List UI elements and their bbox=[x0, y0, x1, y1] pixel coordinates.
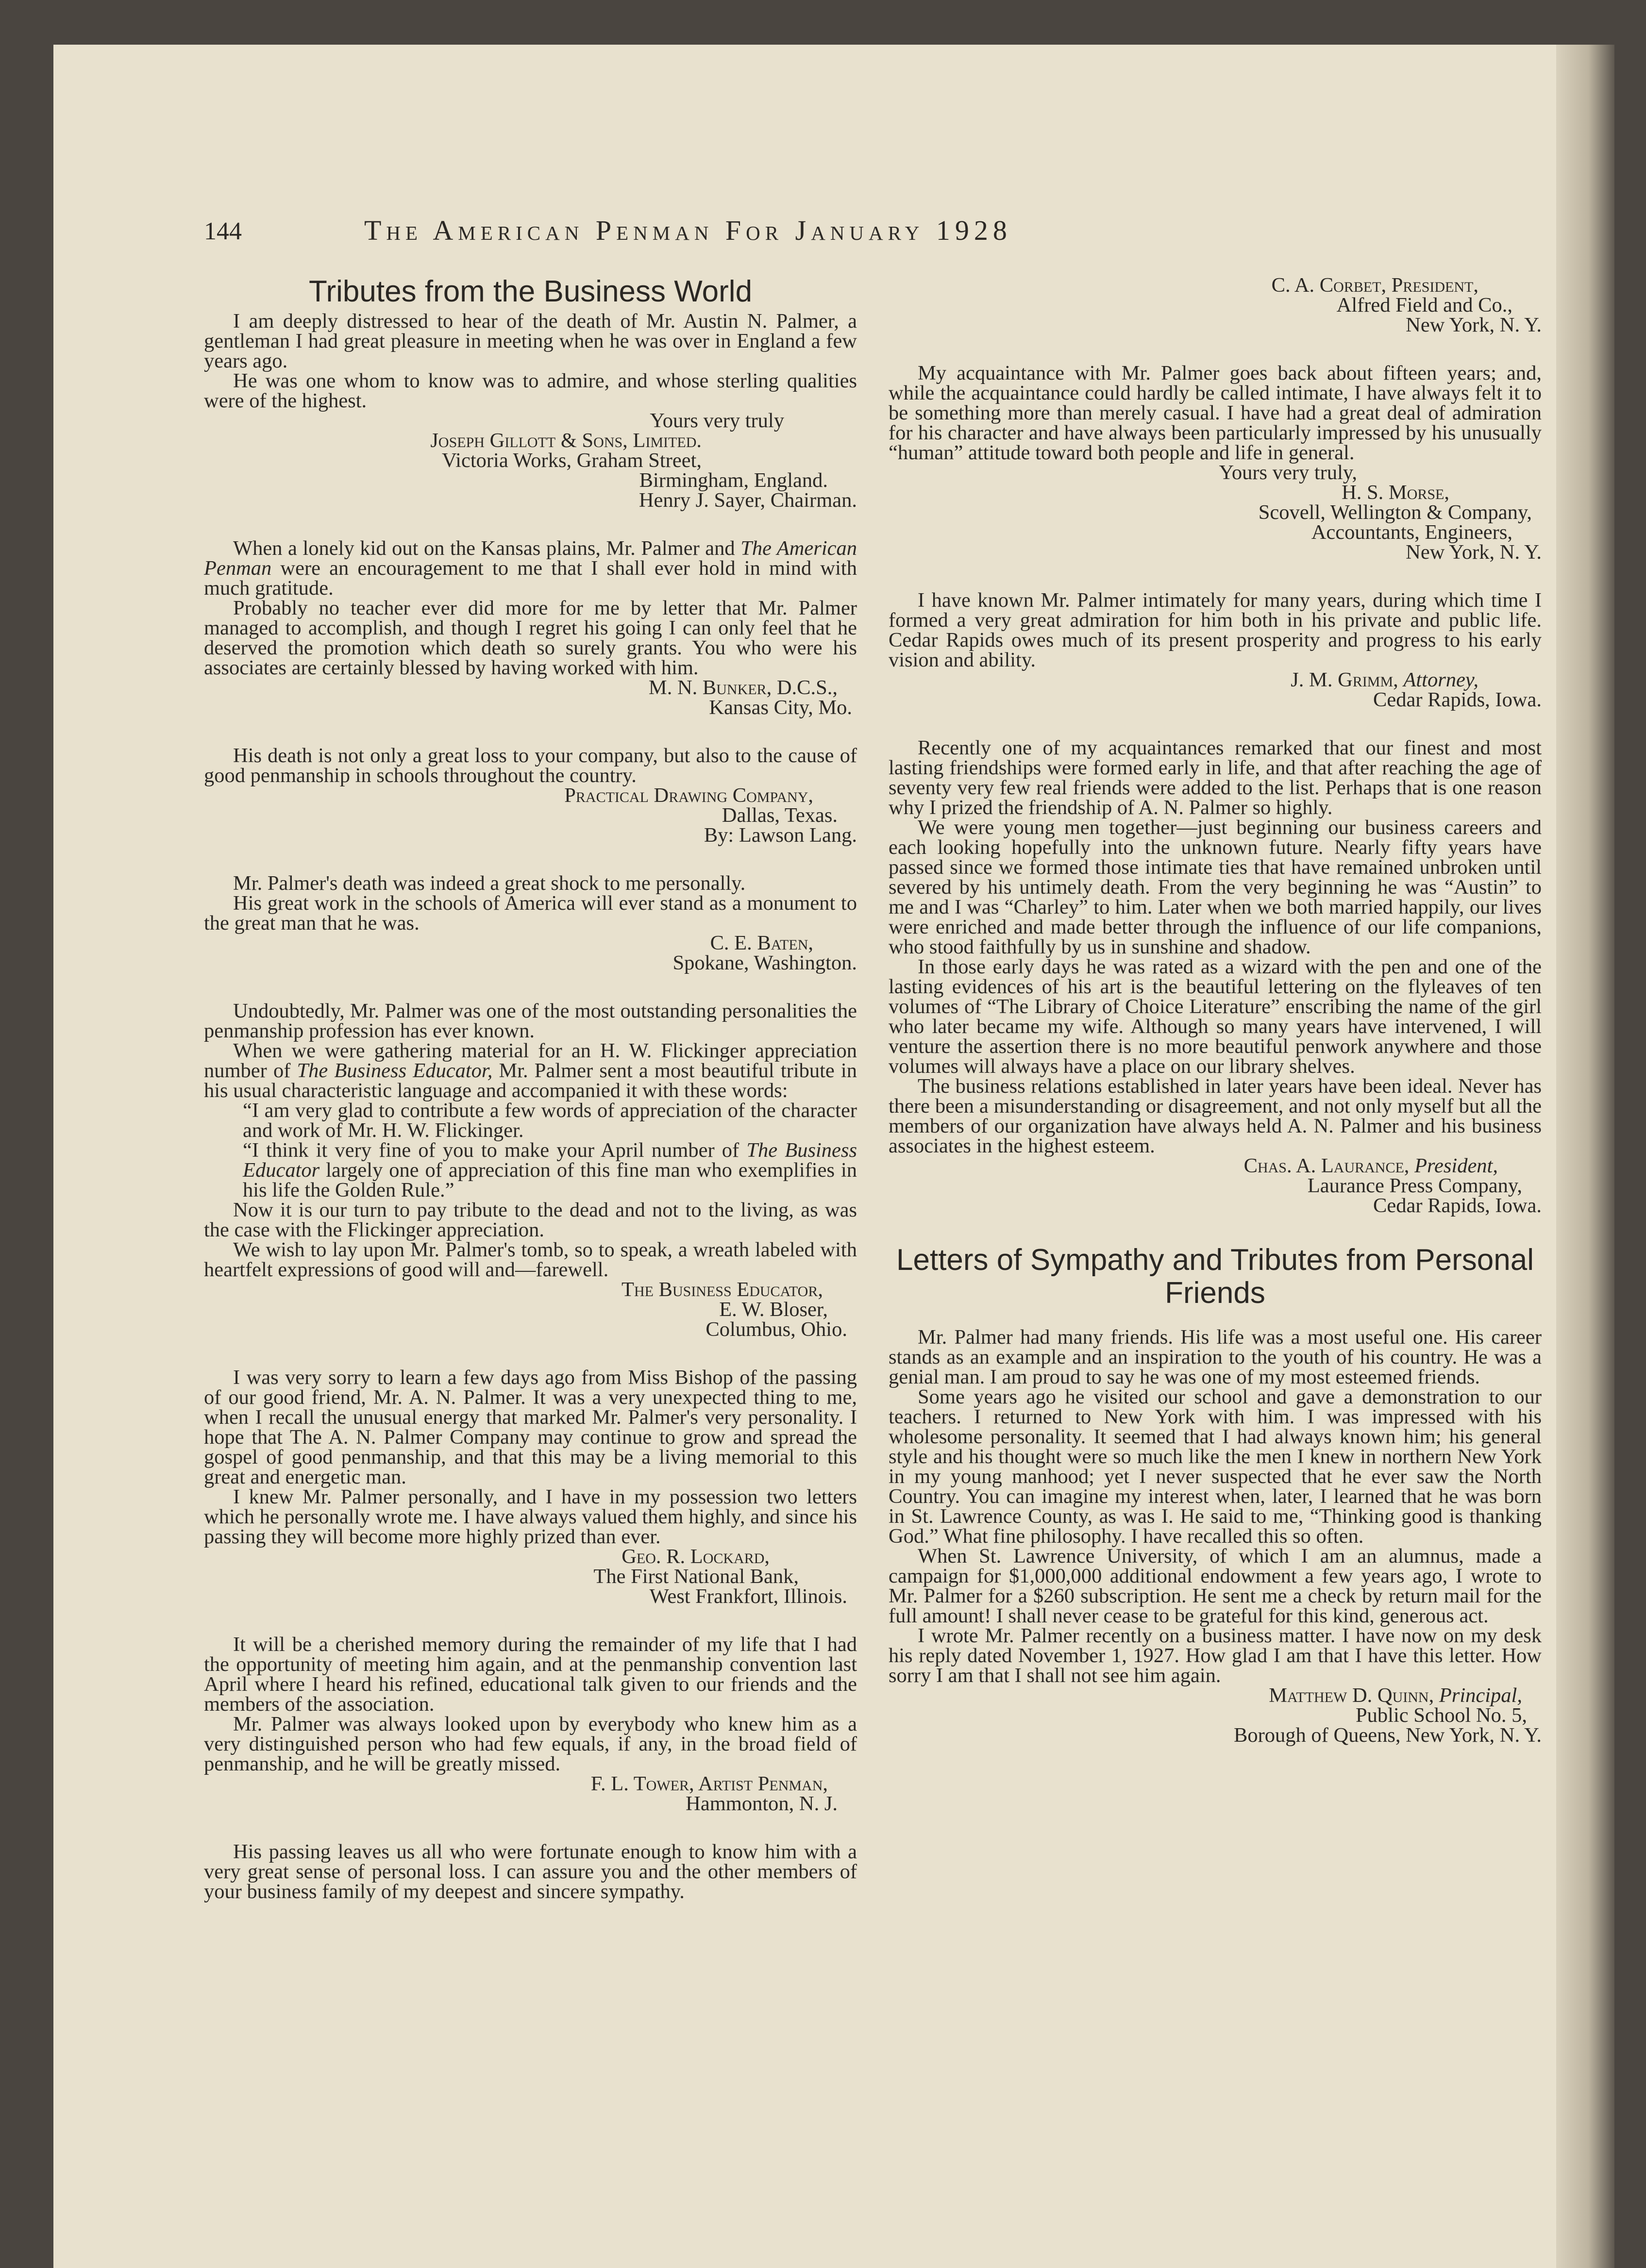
letter-paragraph: His passing leaves us all who were fortunate enough to know him with a very great sense of personal loss. I can assure you and the other members of your business family of my deepest and sincere sympathy. bbox=[204, 1840, 857, 1903]
page-edge bbox=[1556, 45, 1614, 2268]
signature-line: Joseph Gillott & Sons, Limited. bbox=[430, 429, 702, 452]
signature-line: Laurance Press Company, bbox=[1307, 1174, 1522, 1197]
letter-paragraph: We were young men together—just beginning our business careers and each looking hopefully into the unknown future. Nearly fifty years have passed since we formed those intimate ties that have remained unbroken until severed by his untimely death. From the very beginning he was “Austin” to me and I was “Charley” to him. Later when we both married happily, our lives were enriched and made better through the influence of our life companions, who stood faithfully by us in sunshine and shadow. bbox=[889, 816, 1542, 958]
letter-corbet-start bbox=[204, 1842, 857, 1901]
letter-paragraph: When St. Lawrence University, of which I am an alumnus, made a campaign for $1,000,000 additional endowment a few years ago, I wrote to Mr. Palmer for a $260 subscription. He sent me a check by return mail for the full amount! I shall never cease to be grateful for this kind, generous act. bbox=[889, 1545, 1542, 1627]
signature-line: Dallas, Texas. bbox=[722, 804, 838, 827]
signature-line: C. E. Baten, bbox=[710, 932, 813, 954]
signature-line: Alfred Field and Co., bbox=[1336, 294, 1512, 317]
signature-line: Henry J. Sayer, Chairman. bbox=[638, 489, 857, 512]
page-number: 144 bbox=[204, 217, 242, 245]
letter-paragraph: It will be a cherished memory during the remainder of my life that I had the opportunity of meeting him again, and at the penmanship convention last April where I heard his refined, educational talk given to our friends and the members of the association. bbox=[204, 1633, 857, 1716]
letter-quinn bbox=[889, 1327, 1542, 1745]
signature-line: New York, N. Y. bbox=[1406, 314, 1542, 336]
left-column bbox=[204, 275, 857, 1901]
signature-line: Chas. A. Laurance, President, bbox=[1243, 1154, 1498, 1177]
signature-line: New York, N. Y. bbox=[1406, 541, 1542, 564]
letter-paragraph: I wrote Mr. Palmer recently on a business matter. I have now on my desk his reply dated November 1, 1927. How glad I am that I have this letter. How sorry I am that I shall not see him again. bbox=[889, 1624, 1542, 1687]
letter-paragraph: He was one whom to know was to admire, and whose sterling qualities were of the highest. bbox=[204, 369, 857, 412]
signature-line: Accountants, Engineers, bbox=[1311, 521, 1512, 544]
signature-line: West Frankfort, Illinois. bbox=[649, 1585, 847, 1608]
signature-line: The First National Bank, bbox=[593, 1565, 799, 1588]
quoted-text: “I think it very fine of you to make your April number of The Business Educator largely one of appreciation of this fine man who exemplifies in his life the Golden Rule.” bbox=[243, 1139, 857, 1201]
signature-line: Columbus, Ohio. bbox=[705, 1318, 847, 1341]
letter-corbet-signature bbox=[889, 275, 1542, 335]
journal-title: The American Penman For January 1928 bbox=[364, 215, 1012, 246]
letter-bunker bbox=[204, 538, 857, 717]
signature-line: Birmingham, England. bbox=[639, 469, 828, 492]
letter-bloser bbox=[204, 1001, 857, 1339]
signature-line: The Business Educator, bbox=[621, 1278, 823, 1301]
signature-line: Kansas City, Mo. bbox=[709, 696, 852, 719]
signature-line: Geo. R. Lockard, bbox=[621, 1545, 770, 1568]
signature-line: Cedar Rapids, Iowa. bbox=[1373, 688, 1542, 711]
letter-paragraph: When a lonely kid out on the Kansas plains, Mr. Palmer and The American Penman were an encouragement to me that I shall ever hold in mind with much gratitude. bbox=[204, 537, 857, 600]
letter-morse bbox=[889, 363, 1542, 562]
letter-paragraph: I was very sorry to learn a few days ago from Miss Bishop of the passing of our good friend, Mr. A. N. Palmer. It was a very unexpected thing to me, when I recall the unusual energy that marked Mr. Palmer's very personality. I hope that The A. N. Palmer Company may continue to grow and spread the gospel of good penmanship, and that this may be a living memorial to this great and energetic man. bbox=[204, 1366, 857, 1488]
signature-line: C. A. Corbet, President, bbox=[1271, 274, 1478, 297]
signature-line: F. L. Tower, Artist Penman, bbox=[590, 1772, 828, 1795]
letter-tower bbox=[204, 1634, 857, 1814]
letter-baten bbox=[204, 873, 857, 973]
letter-paragraph: I have known Mr. Palmer intimately for many years, during which time I formed a very great admiration for him both in his private and public life. Cedar Rapids owes much of its present prosperity and progress to his early vision and ability. bbox=[889, 589, 1542, 671]
signature-line: E. W. Bloser, bbox=[719, 1298, 828, 1321]
signature-line: Borough of Queens, New York, N. Y. bbox=[1234, 1724, 1542, 1747]
signature-line: Public School No. 5, bbox=[1356, 1704, 1527, 1727]
letter-practical-drawing bbox=[204, 746, 857, 845]
signature-line: Cedar Rapids, Iowa. bbox=[1373, 1194, 1542, 1217]
letter-paragraph: In those early days he was rated as a wizard with the pen and one of the lasting evidences of his art is the beautiful lettering on the flyleaves of ten volumes of “The Library of Choice Literature” enscribing the name of the girl who later became my wife. Although so many years have intervened, I will venture the assertion there is no more beautiful penwork anywhere and those volumes will always have a place on our library shelves. bbox=[889, 955, 1542, 1078]
section-title-business: Tributes from the Business World bbox=[308, 275, 753, 308]
letter-paragraph: I am deeply distressed to hear of the death of Mr. Austin N. Palmer, a gentleman I had great pleasure in meeting when he was over in England a few years ago. bbox=[204, 310, 857, 372]
signature-line: Yours very truly bbox=[650, 409, 784, 432]
letter-paragraph: Mr. Palmer's death was indeed a great shock to me personally. bbox=[233, 872, 746, 895]
letter-paragraph: When we were gathering material for an H. W. Flickinger appreciation number of The Business Educator, Mr. Palmer sent a most beautiful tribute in his usual characteristic language and accompanied it with these words: bbox=[204, 1039, 857, 1102]
signature-line: H. S. Morse, bbox=[1342, 481, 1449, 504]
letter-gillott bbox=[204, 311, 857, 510]
letter-paragraph: Mr. Palmer was always looked upon by everybody who knew him as a very distinguished person who had few equals, if any, in the broad field of penmanship, and he will be greatly missed. bbox=[204, 1713, 857, 1775]
signature-line: By: Lawson Lang. bbox=[704, 824, 857, 847]
running-head bbox=[204, 217, 1350, 251]
signature-line: Matthew D. Quinn, Principal, bbox=[1269, 1684, 1522, 1707]
section-personal-friends bbox=[889, 1244, 1542, 1745]
signature-line: Hammonton, N. J. bbox=[686, 1792, 838, 1815]
right-column bbox=[889, 275, 1542, 1745]
letter-paragraph: Now it is our turn to pay tribute to the dead and not to the living, as was the case with the Flickinger appreciation. bbox=[204, 1199, 857, 1241]
letter-paragraph: Recently one of my acquaintances remarked that our finest and most lasting friendships were formed early in life, and that after reaching the age of seventy very few real friends were added to the list. Perhaps that is one reason why I prized the friendship of A. N. Palmer so highly. bbox=[889, 736, 1542, 819]
section-title-personal: Letters of Sympathy and Tributes from Personal Friends bbox=[896, 1243, 1534, 1310]
letter-laurance bbox=[889, 738, 1542, 1216]
letter-paragraph: We wish to lay upon Mr. Palmer's tomb, so to speak, a wreath labeled with heartfelt expressions of good will and—farewell. bbox=[204, 1238, 857, 1281]
letter-paragraph: Probably no teacher ever did more for me by letter that Mr. Palmer managed to accomplish, and though I regret his going I can only feel that he deserved the promotion which death so surely grants. You who were his associates are certainly blessed by having worked with him. bbox=[204, 597, 857, 679]
letter-paragraph: The business relations established in later years have been ideal. Never has there been a misunderstanding or disagreement, and not only myself but all the members of our organization have always held A. N. Palmer and his business associates in the highest esteem. bbox=[889, 1075, 1542, 1157]
signature-line: Victoria Works, Graham Street, bbox=[442, 449, 702, 472]
letter-paragraph: Some years ago he visited our school and gave a demonstration to our teachers. I returned to New York with him. I was impressed with his wholesome personality. It seemed that I had always known him; his general style and his thought were so much like the men I knew in northern New York in my young manhood; yet I never suspected that he ever saw the North Country. You can imagine my interest when, later, I learned that he was born in St. Lawrence County, as was I. He said to me, “Thinking good is thanking God.” What fine philosophy. I have recalled this so often. bbox=[889, 1385, 1542, 1548]
signature-line: Scovell, Wellington & Company, bbox=[1258, 501, 1532, 524]
letter-paragraph: My acquaintance with Mr. Palmer goes back about fifteen years; and, while the acquaintance could hardly be called intimate, I have always felt it to be something more than merely casual. I have had a great deal of admiration for his character and have always been particularly impressed by his unusually “human” attitude toward both people and life in general. bbox=[889, 362, 1542, 464]
signature-line: M. N. Bunker, D.C.S., bbox=[648, 676, 838, 699]
signature-line: Practical Drawing Company, bbox=[564, 784, 813, 807]
quoted-text: “I am very glad to contribute a few words of appreciation of the character and work of Mr. H. W. Flickinger. bbox=[243, 1099, 857, 1142]
letter-paragraph: His great work in the schools of America will ever stand as a monument to the great man that he was. bbox=[204, 892, 857, 934]
letter-lockard bbox=[204, 1367, 857, 1606]
letter-paragraph: Mr. Palmer had many friends. His life was a most useful one. His career stands as an example and an inspiration to the youth of his country. He was a genial man. I am proud to say he was one of my most esteemed friends. bbox=[889, 1326, 1542, 1388]
letter-grimm bbox=[889, 590, 1542, 710]
signature-line: Spokane, Washington. bbox=[672, 951, 857, 974]
letter-paragraph: Undoubtedly, Mr. Palmer was one of the most outstanding personalities the penmanship profession has ever known. bbox=[204, 1000, 857, 1042]
magazine-page bbox=[53, 45, 1614, 2268]
signature-line: Yours very truly, bbox=[1219, 461, 1357, 484]
letter-paragraph: His death is not only a great loss to your company, but also to the cause of good penmanship in schools throughout the country. bbox=[204, 744, 857, 787]
letter-paragraph: I knew Mr. Palmer personally, and I have in my possession two letters which he personally wrote me. I have always valued them highly, and since his passing they will become more highly prized than ever. bbox=[204, 1485, 857, 1548]
signature-line: J. M. Grimm, Attorney, bbox=[1291, 668, 1478, 691]
